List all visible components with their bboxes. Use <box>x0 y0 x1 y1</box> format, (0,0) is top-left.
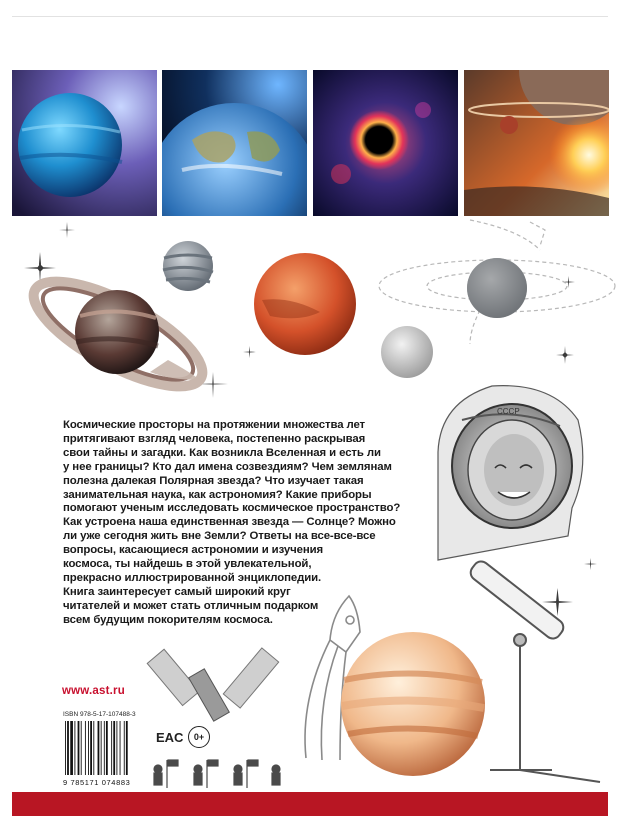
barcode <box>63 721 149 777</box>
moon-illustration <box>381 326 433 378</box>
description-line: занимательная наука, как астрономия? Какие приборы <box>63 488 372 501</box>
jupiter-illustration <box>341 632 485 776</box>
eac-mark: EAC <box>156 730 184 745</box>
age-rating-badge: 0+ <box>188 726 210 748</box>
book-description <box>63 419 433 628</box>
description-line: Как устроена наша единственная звезда — Солнце? Можно <box>63 516 396 529</box>
description-line: вопросы, касающиеся астрономии и изучения <box>63 544 324 557</box>
telescope-illustration <box>468 558 600 782</box>
astronaut-portrait <box>438 386 583 560</box>
bottom-accent-bar <box>12 792 608 816</box>
astronaut-figures <box>154 760 280 788</box>
description-line: свои тайны и загадки. Как возникла Вселенная и есть ли <box>63 446 381 459</box>
description-line: у нее границы? Кто дал имена созвездиям? Чем землянам <box>63 460 392 473</box>
barcode-number: 9 785171 074883 <box>63 778 131 787</box>
description-line: прекрасно иллюстрированной энциклопедии. <box>63 571 322 584</box>
description-line: космоса, ты найдешь в этой увлекательной, <box>63 558 312 571</box>
isbn-label: ISBN 978-5-17-107488-3 <box>63 711 136 718</box>
svg-text:СССР: СССР <box>497 407 520 416</box>
description-line: помогают ученым исследовать космическое пространство? <box>63 502 401 515</box>
description-line: ли уже сегодня жить вне Земли? Ответы на все-все-все <box>63 530 376 543</box>
space-station-illustration <box>147 648 278 721</box>
description-line: притягивают взгляд человека, постепенно раскрывая <box>63 432 366 445</box>
grey-planet-illustration <box>163 241 213 291</box>
description-line: полезна далекая Полярная звезда? Что изучает такая <box>63 474 364 487</box>
description-line: читателей и может стать отличным подарком <box>63 599 319 612</box>
publisher-website: www.ast.ru <box>62 685 125 697</box>
description-line: всем будущим покорителям космоса. <box>63 613 273 626</box>
description-line: Книга заинтересует самый широкий круг <box>63 585 291 598</box>
description-line: Космические просторы на протяжении множества лет <box>63 419 366 431</box>
